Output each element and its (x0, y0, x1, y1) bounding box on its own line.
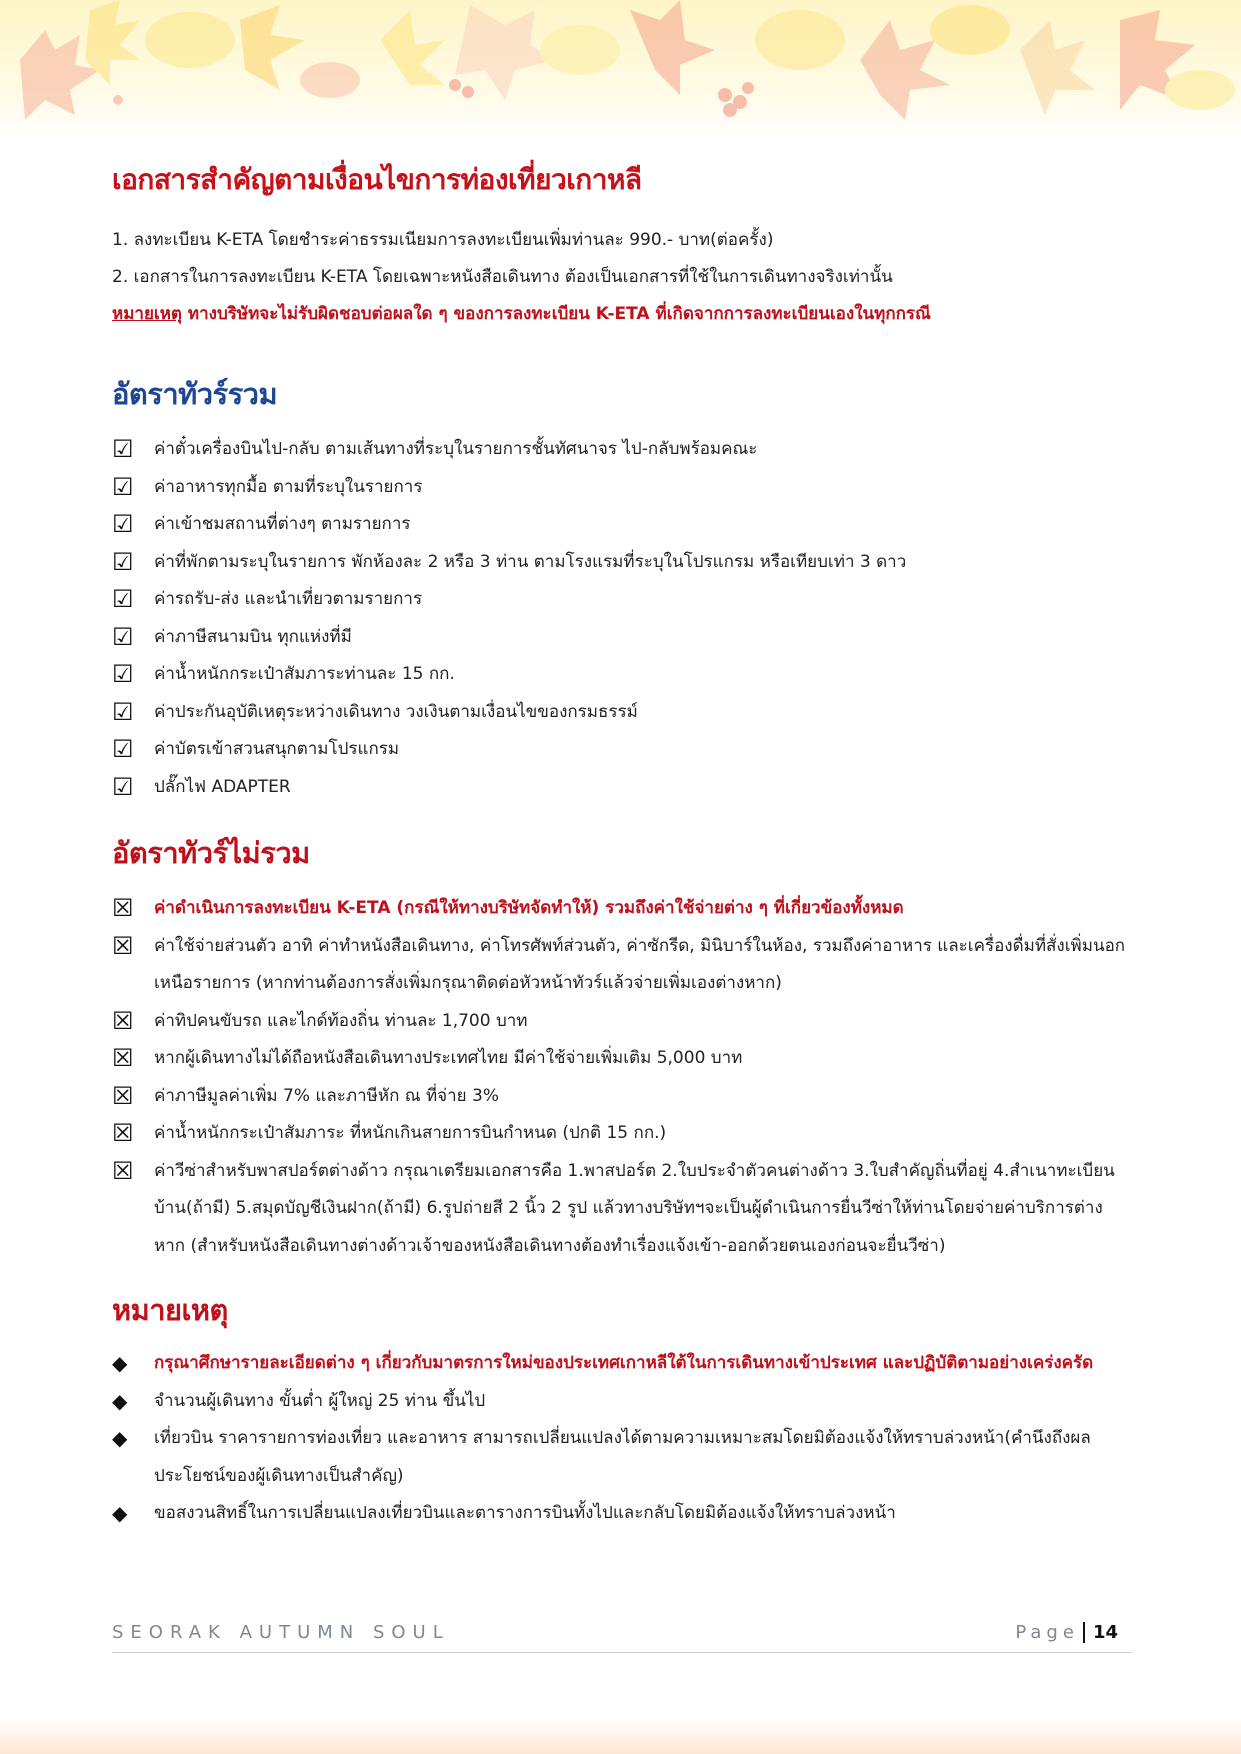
list-item: ◆ ขอสงวนสิทธิ์ในการเปลี่ยนแปลงเที่ยวบินและตารางการบินทั้งไปและกลับโดยมิต้องแจ้งให้ทราบล่วงหน้า (112, 1495, 1132, 1533)
diamond-bullet-icon: ◆ (112, 1351, 128, 1375)
page-number: 14 (1083, 1622, 1118, 1643)
excluded-list (112, 890, 1132, 1265)
page-footer (112, 1620, 1132, 1653)
list-item: ☑ ค่าอาหารทุกมื้อ ตามที่ระบุในรายการ (112, 469, 1132, 507)
note-label: หมายเหตุ (112, 304, 182, 324)
included-list (112, 431, 1132, 806)
list-item: ◆ กรุณาศึกษารายละเอียดต่าง ๆ เกี่ยวกับมาตรการใหม่ของประเทศเกาหลีใต้ในการเดินทางเข้าประเทศ และปฏิบัติตามอย่างเคร่งครัด (112, 1345, 1132, 1383)
list-item: ☑ ค่าเข้าชมสถานที่ต่างๆ ตามรายการ (112, 506, 1132, 544)
list-item: ☒ ค่าดำเนินการลงทะเบียน K-ETA (กรณีให้ทางบริษัทจัดทำให้) รวมถึงค่าใช้จ่ายต่าง ๆ ที่เกี่ยวข้องทั้งหมด (112, 890, 1132, 928)
list-item: ☑ ค่าตั๋วเครื่องบินไป-กลับ ตามเส้นทางที่ระบุในรายการชั้นทัศนาจร ไป-กลับพร้อมคณะ (112, 431, 1132, 469)
section-title-included: อัตราทัวร์รวม (112, 377, 278, 411)
list-item: ☑ ค่ารถรับ-ส่ง และนำเที่ยวตามรายการ (112, 581, 1132, 619)
checked-box-icon: ☑ (112, 585, 134, 613)
bottom-decoration (0, 1718, 1241, 1754)
crossed-box-icon: ☒ (112, 1044, 134, 1072)
document-line-1: 1. ลงทะเบียน K-ETA โดยชำระค่าธรรมเนียมการลงทะเบียนเพิ่มท่านละ 990.- บาท(ต่อครั้ง) (112, 230, 774, 250)
checked-box-icon: ☑ (112, 735, 134, 763)
list-item: ◆ จำนวนผู้เดินทาง ขั้นต่ำ ผู้ใหญ่ 25 ท่าน ขึ้นไป (112, 1383, 1132, 1421)
crossed-box-icon: ☒ (112, 1081, 134, 1110)
checked-box-icon: ☑ (112, 510, 134, 538)
remarks-list (112, 1345, 1132, 1533)
list-item: ☒ ค่าวีซ่าสำหรับพาสปอร์ตต่างด้าว กรุณาเตรียมเอกสารคือ 1.พาสปอร์ต 2.ใบประจำตัวคนต่างด้าว 3.ใบสำคัญถิ่นที่อยู่ 4.สำเนาทะเบียนบ้าน(ถ้ามี) 5.สมุดบัญชีเงินฝาก(ถ้ามี) 6.รูปถ่ายสี 2 นิ้ว 2 รูป แล้วทางบริษัทฯจะเป็นผู้ดำเนินการยื่นวีซ่าให้ท่านโดยจ่ายค่าบริการต่างหาก (สำหรับหนังสือเดินทางต่างด้าวเจ้าของหนังสือเดินทางต้องทำเรื่องแจ้งเข้า-ออกด้วยตนเองก่อนจะยื่นวีซ่า) (112, 1153, 1132, 1266)
checked-box-icon: ☑ (112, 772, 134, 801)
section-title-documents: เอกสารสำคัญตามเงื่อนไขการท่องเที่ยวเกาหลี (112, 163, 642, 196)
crossed-box-icon: ☒ (112, 1156, 134, 1185)
document-note (112, 296, 1132, 333)
list-item: ☒ หากผู้เดินทางไม่ได้ถือหนังสือเดินทางประเทศไทย มีค่าใช้จ่ายเพิ่มเติม 5,000 บาท (112, 1040, 1132, 1078)
note-text: ทางบริษัทจะไม่รับผิดชอบต่อผลใด ๆ ของการลงทะเบียน K-ETA ที่เกิดจากการลงทะเบียนเองในทุกกรณี (181, 304, 931, 324)
diamond-bullet-icon: ◆ (112, 1426, 128, 1450)
list-item: ☒ ค่าภาษีมูลค่าเพิ่ม 7% และภาษีหัก ณ ที่จ่าย 3% (112, 1078, 1132, 1116)
checked-box-icon: ☑ (112, 622, 134, 651)
diamond-bullet-icon: ◆ (112, 1388, 128, 1413)
checked-box-icon: ☑ (112, 547, 134, 576)
list-item: ◆ เที่ยวบิน ราคารายการท่องเที่ยว และอาหาร สามารถเปลี่ยนแปลงได้ตามความเหมาะสมโดยมิต้องแจ้งให้ทราบล่วงหน้า(คำนึงถึงผลประโยชน์ของผู้เดินทางเป็นสำคัญ) (112, 1420, 1132, 1495)
crossed-box-icon: ☒ (112, 1006, 134, 1035)
list-item: ☑ ปลั๊กไฟ ADAPTER (112, 769, 1132, 807)
crossed-box-icon: ☒ (112, 1119, 134, 1147)
list-item: ☒ ค่าใช้จ่ายส่วนตัว อาทิ ค่าทำหนังสือเดินทาง, ค่าโทรศัพท์ส่วนตัว, ค่าซักรีด, มินิบาร์ในห้อง, รวมถึงค่าอาหาร และเครื่องดื่มที่สั่งเพิ่มนอกเหนือรายการ (หากท่านต้องการสั่งเพิ่มกรุณาติดต่อหัวหน้าทัวร์แล้วจ่ายเพิ่มเองต่างหาก) (112, 928, 1132, 1003)
crossed-box-icon: ☒ (112, 931, 134, 960)
autumn-leaves-illustration (0, 0, 1241, 140)
section-title-excluded: อัตราทัวร์ไม่รวม (112, 836, 310, 870)
checked-box-icon: ☑ (112, 697, 134, 726)
list-item: ☑ ค่าบัตรเข้าสวนสนุกตามโปรแกรม (112, 731, 1132, 769)
crossed-box-icon: ☒ (112, 894, 134, 922)
checked-box-icon: ☑ (112, 472, 134, 501)
document-line-2: 2. เอกสารในการลงทะเบียน K-ETA โดยเฉพาะหนังสือเดินทาง ต้องเป็นเอกสารที่ใช้ในการเดินทางจริงเท่านั้น (112, 267, 893, 287)
list-item: ☑ ค่าภาษีสนามบิน ทุกแห่งที่มี (112, 619, 1132, 657)
list-item: ☑ ค่าประกันอุบัติเหตุระหว่างเดินทาง วงเงินตามเงื่อนไขของกรมธรรม์ (112, 694, 1132, 732)
page-indicator (1015, 1622, 1118, 1643)
autumn-leaves-banner (0, 0, 1241, 140)
document-body (112, 150, 1132, 1533)
list-item: ☑ ค่าน้ำหนักกระเป๋าสัมภาระท่านละ 15 กก. (112, 656, 1132, 694)
diamond-bullet-icon: ◆ (112, 1501, 128, 1525)
page-label: Page (1015, 1622, 1079, 1643)
footer-brand: SEORAK AUTUMN SOUL (112, 1622, 450, 1643)
list-item: ☒ ค่าน้ำหนักกระเป๋าสัมภาระ ที่หนักเกินสายการบินกำหนด (ปกติ 15 กก.) (112, 1115, 1132, 1153)
section-title-remarks: หมายเหตุ (112, 1293, 228, 1327)
list-item: ☑ ค่าที่พักตามระบุในรายการ พักห้องละ 2 หรือ 3 ท่าน ตามโรงแรมที่ระบุในโปรแกรม หรือเทียบเท่า 3 ดาว (112, 544, 1132, 582)
checked-box-icon: ☑ (112, 660, 134, 688)
list-item: ☒ ค่าทิปคนขับรถ และไกด์ท้องถิ่น ท่านละ 1,700 บาท (112, 1003, 1132, 1041)
checked-box-icon: ☑ (112, 435, 134, 463)
